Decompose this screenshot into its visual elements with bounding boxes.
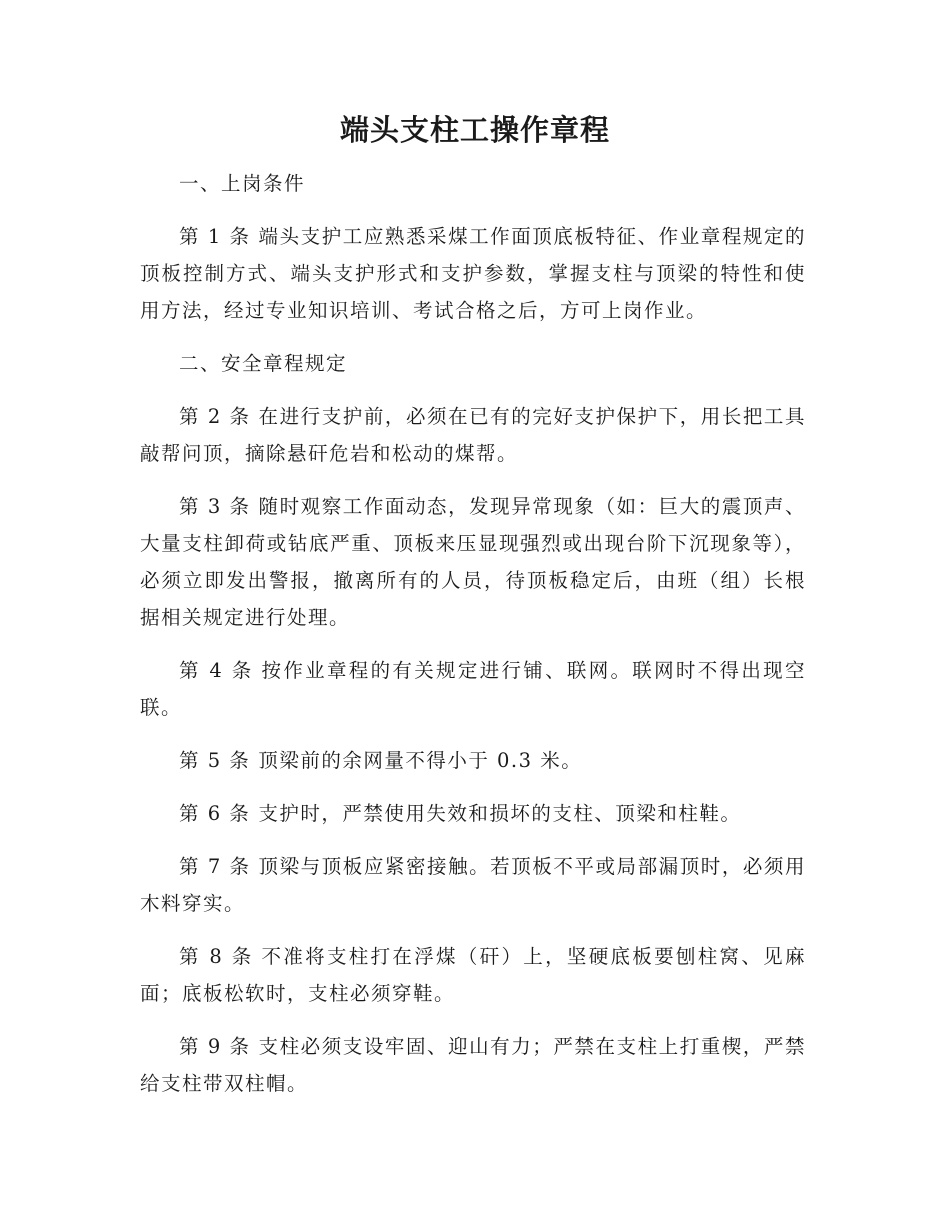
article-text: 按作业章程的有关规定进行铺、联网。联网时不得出现空联。 — [140, 659, 806, 719]
article-9 — [140, 1028, 806, 1102]
article-text: 支柱必须支设牢固、迎山有力；严禁在支柱上打重楔，严禁给支柱带双柱帽。 — [140, 1035, 806, 1095]
article-text: 随时观察工作面动态，发现异常现象（如：巨大的震顶声、大量支柱卸荷或钻底严重、顶板来压显现强烈或出现台阶下沉现象等），必须立即发出警报，撤离所有的人员，待顶板稳定后，由班（组）长根据相关规定进行处理。 — [140, 495, 806, 629]
article-number: 第 9 条 — [179, 1035, 251, 1058]
article-text: 端头支护工应熟悉采煤工作面顶底板特征、作业章程规定的顶板控制方式、端头支护形式和支护参数，掌握支柱与顶梁的特性和使用方法，经过专业知识培训、考试合格之后，方可上岗作业。 — [140, 225, 806, 322]
article-6 — [140, 795, 806, 832]
article-number: 第 4 条 — [179, 659, 254, 682]
article-text: 顶梁前的余网量不得小于 0.3 米。 — [258, 749, 583, 772]
section-heading-1: 一、上岗条件 — [179, 172, 306, 195]
document-title: 端头支柱工操作章程 — [339, 113, 610, 147]
article-text: 支护时，严禁使用失效和损坏的支柱、顶梁和柱鞋。 — [258, 802, 742, 825]
article-number: 第 1 条 — [179, 225, 251, 248]
article-3 — [140, 488, 806, 636]
article-number: 第 7 条 — [179, 855, 251, 878]
article-number: 第 6 条 — [179, 802, 251, 825]
article-4 — [140, 652, 806, 726]
section-heading-2: 二、安全章程规定 — [179, 352, 348, 375]
article-number: 第 3 条 — [179, 495, 251, 518]
article-7 — [140, 848, 806, 922]
article-number: 第 8 条 — [179, 945, 254, 968]
article-number: 第 5 条 — [179, 749, 251, 772]
article-text: 在进行支护前，必须在已有的完好支护保护下，用长把工具敲帮问顶，摘除悬矸危岩和松动的煤帮。 — [140, 405, 806, 465]
document-body — [140, 165, 806, 1118]
article-number: 第 2 条 — [179, 405, 251, 428]
article-1 — [140, 218, 806, 329]
article-text: 不准将支柱打在浮煤（矸）上，坚硬底板要刨柱窝、见麻面；底板松软时，支柱必须穿鞋。 — [140, 945, 806, 1005]
article-2 — [140, 398, 806, 472]
article-text: 顶梁与顶板应紧密接触。若顶板不平或局部漏顶时，必须用木料穿实。 — [140, 855, 806, 915]
article-8 — [140, 938, 806, 1012]
article-5 — [140, 742, 806, 779]
